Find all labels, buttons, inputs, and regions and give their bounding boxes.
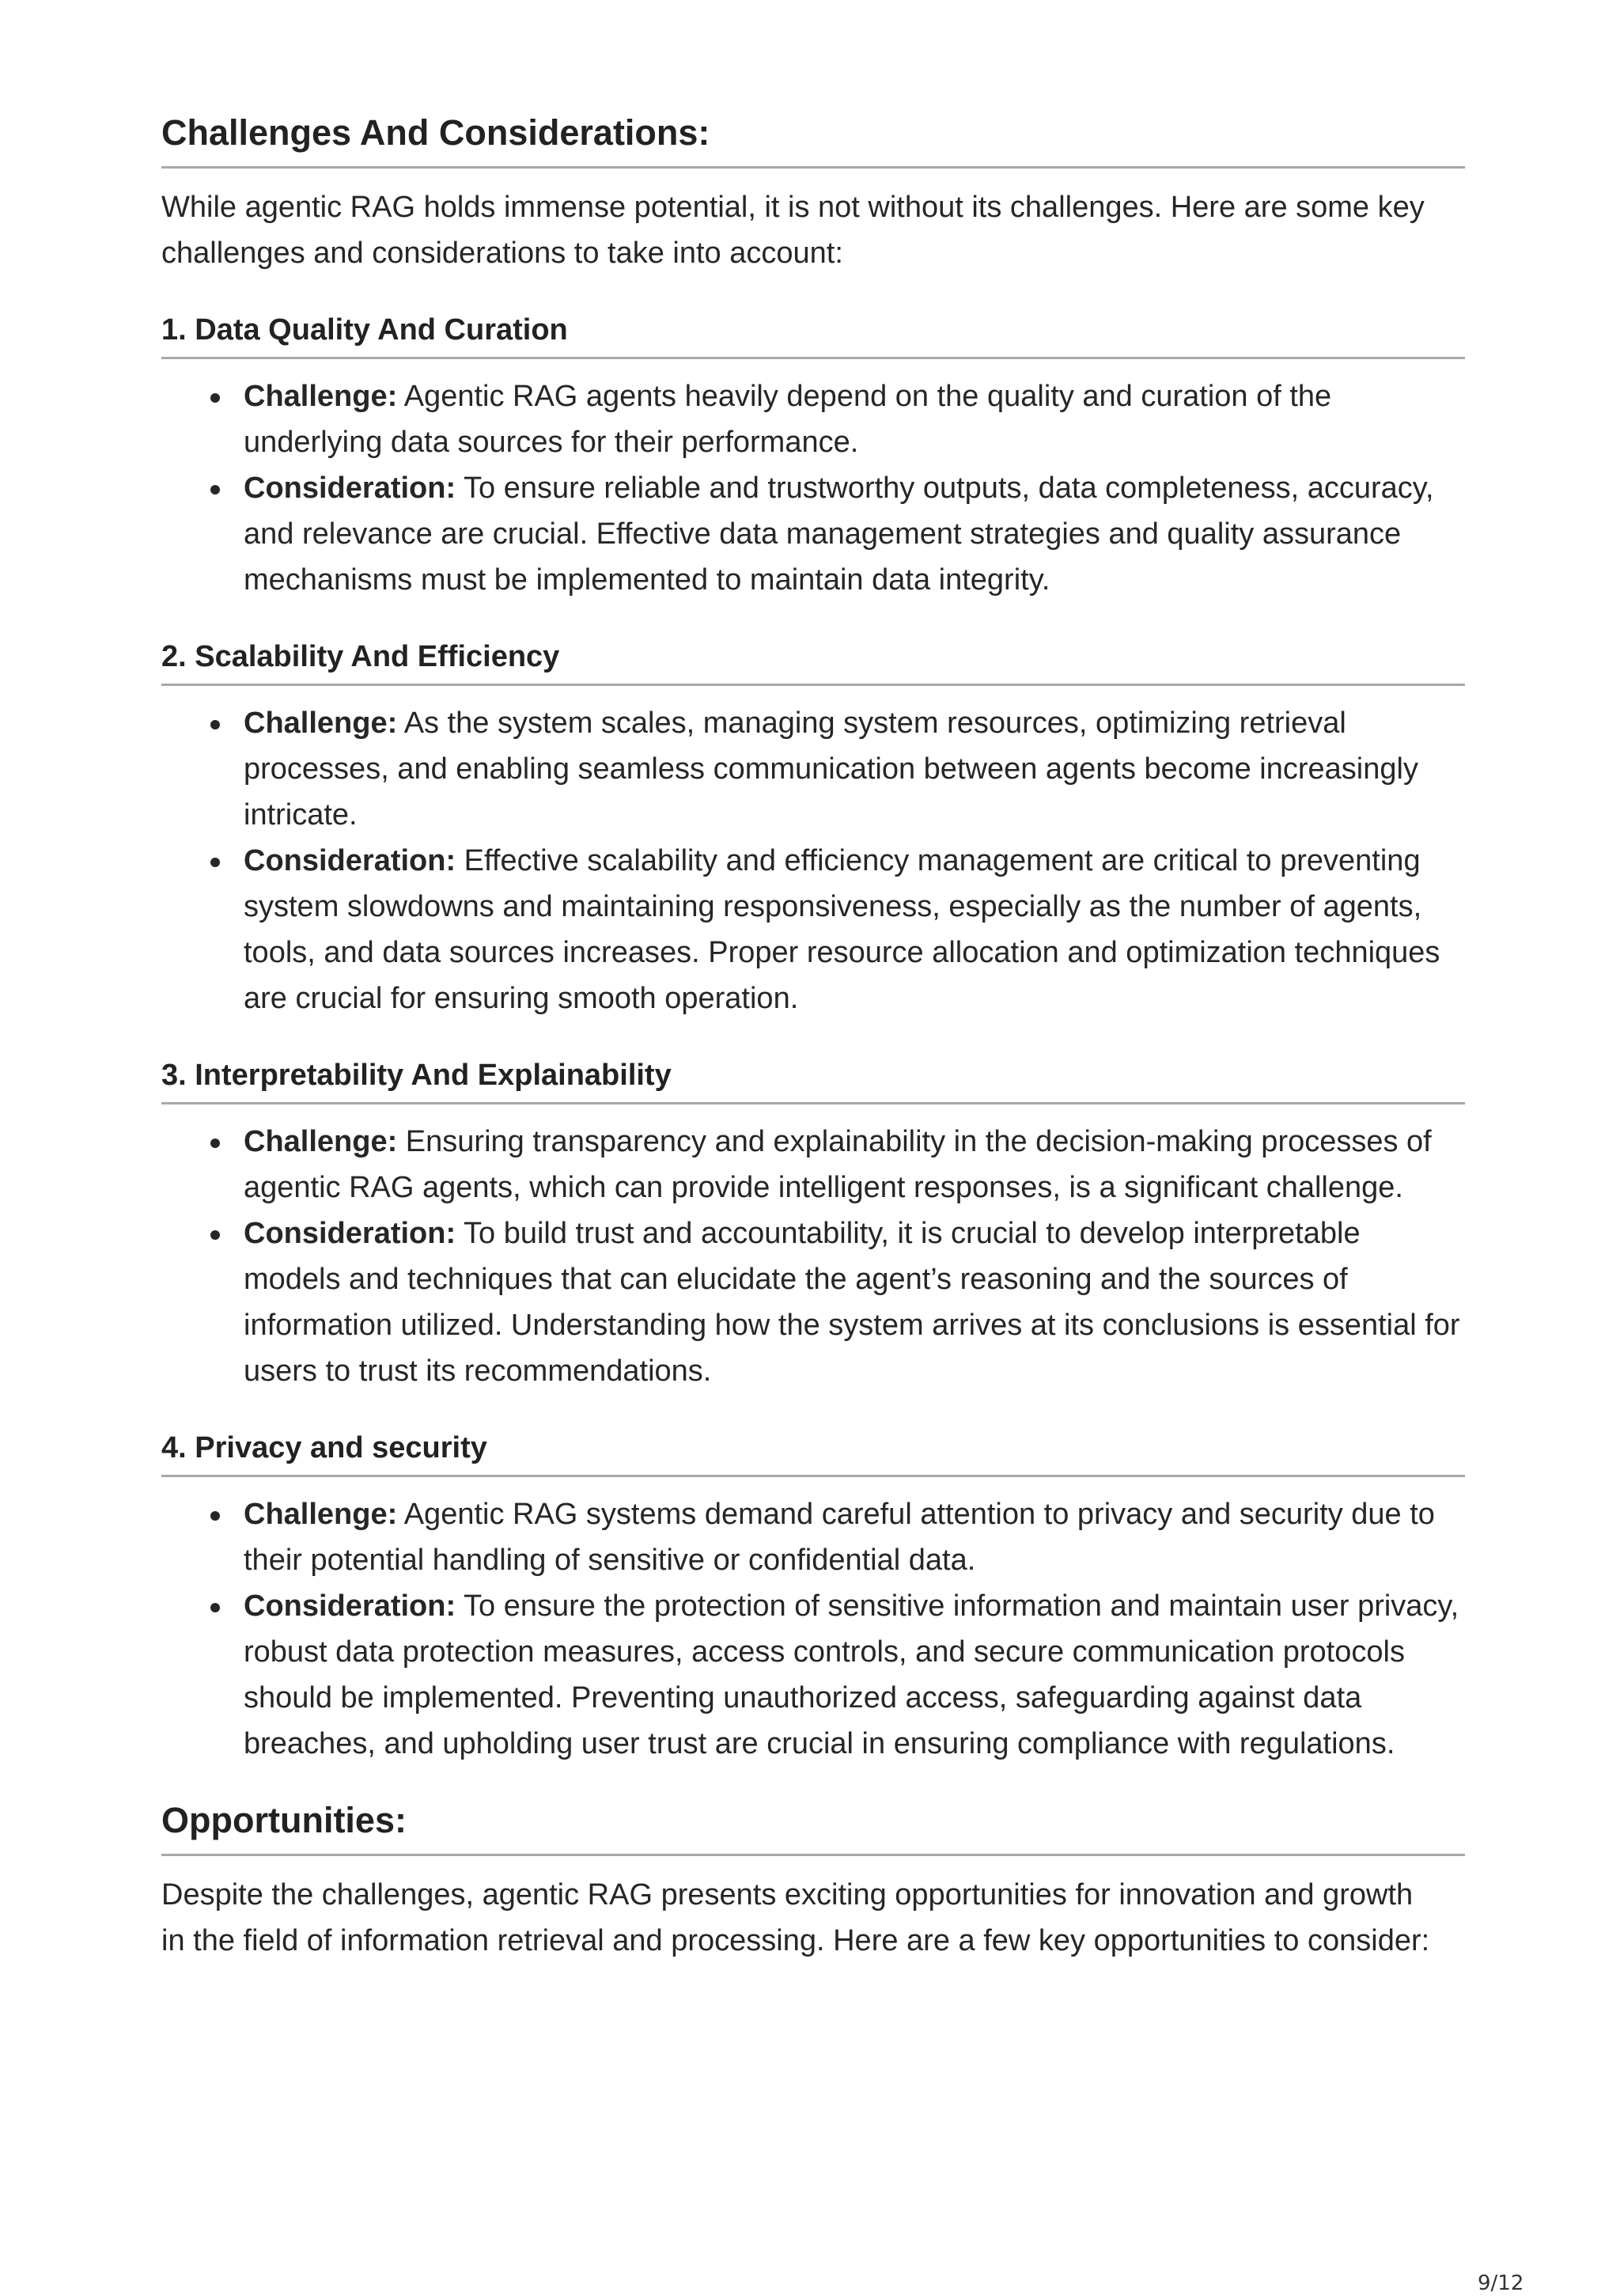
challenge-label: Challenge: bbox=[244, 1498, 398, 1531]
consideration-text: Effective scalability and efficiency management are critical to preventing system slowdowns and maintaining responsiveness, especially as the number of agents, tools, and data sources increases. Proper resource allocation and optimization techniques are crucial for ensuring smooth operation. bbox=[244, 844, 1440, 1015]
challenge-label: Challenge: bbox=[244, 1125, 398, 1158]
challenge-label: Challenge: bbox=[244, 380, 398, 413]
list-item-consideration bbox=[161, 1211, 1465, 1394]
challenge-text: Agentic RAG agents heavily depend on the quality and curation of the underlying data sources for their performance. bbox=[244, 380, 1332, 459]
subsection-heading-data-quality: 1. Data Quality And Curation bbox=[161, 311, 1465, 359]
subsection-list-interpretability bbox=[161, 1119, 1465, 1394]
subsection-list-privacy bbox=[161, 1491, 1465, 1767]
subsection-heading-privacy: 4. Privacy and security bbox=[161, 1429, 1465, 1477]
section-heading-opportunities: Opportunities: bbox=[161, 1798, 1465, 1856]
consideration-label: Consideration: bbox=[244, 844, 456, 877]
list-item-consideration bbox=[161, 838, 1465, 1021]
list-item-consideration bbox=[161, 1583, 1465, 1767]
subsection-list-data-quality bbox=[161, 373, 1465, 603]
challenge-label: Challenge: bbox=[244, 707, 398, 740]
consideration-label: Consideration: bbox=[244, 1217, 456, 1250]
document-page bbox=[161, 0, 1465, 1964]
challenge-text: Ensuring transparency and explainability in the decision-making processes of agentic RAG agents, which can provide intelligent responses, is a significant challenge. bbox=[244, 1125, 1432, 1204]
consideration-text: To ensure reliable and trustworthy outputs, data completeness, accuracy, and relevance are crucial. Effective data management strategies and quality assurance mechanisms must be implemented to maintain data integrity. bbox=[244, 472, 1434, 597]
list-item-challenge bbox=[161, 1119, 1465, 1211]
consideration-label: Consideration: bbox=[244, 472, 456, 505]
section-intro-opportunities: Despite the challenges, agentic RAG presents exciting opportunities for innovation and growth in the field of information retrieval and processing. Here are a few key opportunities to consider: bbox=[161, 1878, 1430, 1957]
subsection-heading-interpretability: 3. Interpretability And Explainability bbox=[161, 1056, 1465, 1104]
consideration-text: To ensure the protection of sensitive information and maintain user privacy, robust data protection measures, access controls, and secure communication protocols should be implemented. Preventing unauthorized access, safeguarding against data breaches, and upholding user trust are crucial in ensuring compliance with regulations. bbox=[244, 1589, 1459, 1760]
subsection-heading-scalability: 2. Scalability And Efficiency bbox=[161, 638, 1465, 686]
section-heading-challenges: Challenges And Considerations: bbox=[161, 111, 1465, 169]
section-intro-challenges: While agentic RAG holds immense potential, it is not without its challenges. Here are some key challenges and considerations to take into account: bbox=[161, 191, 1425, 270]
list-item-challenge bbox=[161, 1491, 1465, 1583]
list-item-challenge bbox=[161, 700, 1465, 838]
challenge-text: Agentic RAG systems demand careful attention to privacy and security due to their potential handling of sensitive or confidential data. bbox=[244, 1498, 1435, 1577]
consideration-label: Consideration: bbox=[244, 1589, 456, 1623]
list-item-challenge bbox=[161, 373, 1465, 465]
challenge-text: As the system scales, managing system resources, optimizing retrieval processes, and enabling seamless communication between agents become increasingly intricate. bbox=[244, 707, 1418, 832]
list-item-consideration bbox=[161, 465, 1465, 603]
consideration-text: To build trust and accountability, it is crucial to develop interpretable models and techniques that can elucidate the agent’s reasoning and the sources of information utilized. Understanding how the system arrives at its conclusions is essential for users to trust its recommendations. bbox=[244, 1217, 1460, 1388]
page-number: 9/12 bbox=[1478, 2271, 1524, 2295]
subsection-list-scalability bbox=[161, 700, 1465, 1021]
